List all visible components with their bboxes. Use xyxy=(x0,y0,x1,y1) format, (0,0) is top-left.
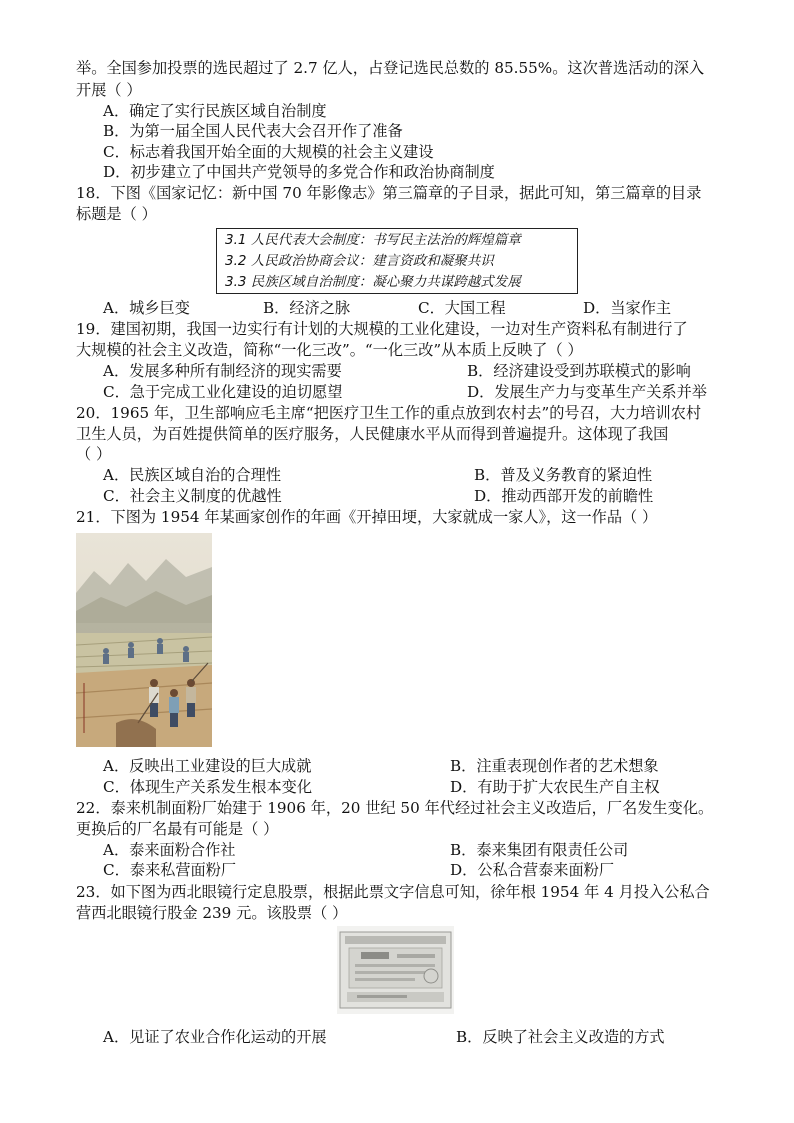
q18-stem-line2: 标题是（ ） xyxy=(76,205,157,223)
q19-stem-line2: 大规模的社会主义改造，简称“一化三改”。“一化三改”从本质上反映了（ ） xyxy=(76,341,583,359)
q20-stem-line1: 20．1965 年，卫生部响应毛主席“把医疗卫生工作的重点放到农村去”的号召，大力培训农村 xyxy=(76,404,702,422)
q20-stem-line2: 卫生人员，为百姓提供简单的医疗服务，人民健康水平从而得到普遍提升。这体现了我国 xyxy=(76,425,669,443)
q17-option-b[interactable]: B．为第一届全国人民代表大会召开作了准备 xyxy=(103,122,403,140)
q20-option-c[interactable]: C．社会主义制度的优越性 xyxy=(103,487,282,505)
q18-catalog-item-2: 3.2 人民政治协商会议：建言资政和凝聚共识 xyxy=(225,253,494,269)
q20-option-d[interactable]: D．推动西部开发的前瞻性 xyxy=(474,487,654,505)
new-year-painting-image xyxy=(76,533,212,747)
q22-stem-line2: 更换后的厂名最有可能是（ ） xyxy=(76,820,279,838)
q18-catalog-item-1: 3.1 人民代表大会制度：书写民主法治的辉煌篇章 xyxy=(225,232,521,248)
q21-option-b[interactable]: B．注重表现创作者的艺术想象 xyxy=(450,757,659,775)
q23-option-b[interactable]: B．反映了社会主义改造的方式 xyxy=(456,1028,665,1046)
q18-option-a[interactable]: A．城乡巨变 xyxy=(103,299,190,317)
q19-stem-line1: 19．建国初期，我国一边实行有计划的大规模的工业化建设，一边对生产资料私有制进行了 xyxy=(76,320,688,338)
q18-option-b[interactable]: B．经济之脉 xyxy=(263,299,351,317)
q19-option-b[interactable]: B．经济建设受到苏联模式的影响 xyxy=(467,362,691,380)
q23-option-a[interactable]: A．见证了农业合作化运动的开展 xyxy=(103,1028,327,1046)
q21-stem-line1: 21．下图为 1954 年某画家创作的年画《开掉田埂，大家就成一家人》，这一作品（ ） xyxy=(76,508,658,526)
q17-option-d[interactable]: D．初步建立了中国共产党领导的多党合作和政治协商制度 xyxy=(103,163,495,181)
q20-option-a[interactable]: A．民族区域自治的合理性 xyxy=(103,466,282,484)
q20-option-b[interactable]: B．普及义务教育的紧迫性 xyxy=(474,466,653,484)
q18-catalog-item-3: 3.3 民族区域自治制度：凝心聚力共谋跨越式发展 xyxy=(225,274,521,290)
q20-stem-line3: （ ） xyxy=(76,445,112,463)
q22-stem-line1: 22．泰来机制面粉厂始建于 1906 年，20 世纪 50 年代经过社会主义改造后，厂名发生变化。 xyxy=(76,799,714,817)
q23-stem-line2: 营西北眼镜行股金 239 元。该股票（ ） xyxy=(76,904,348,922)
q21-option-c[interactable]: C．体现生产关系发生根本变化 xyxy=(103,778,313,796)
q17-stem-line1: 举。全国参加投票的选民超过了 2.7 亿人，占登记选民总数的 85.55%。这次普选活动的深入 xyxy=(76,59,705,77)
q18-catalog-box xyxy=(216,228,578,294)
q17-option-a[interactable]: A．确定了实行民族区域自治制度 xyxy=(103,102,327,120)
q22-option-a[interactable]: A．泰来面粉合作社 xyxy=(103,841,236,859)
stock-certificate-image xyxy=(337,926,454,1014)
q18-option-d[interactable]: D．当家作主 xyxy=(583,299,672,317)
q19-option-a[interactable]: A．发展多种所有制经济的现实需要 xyxy=(103,362,342,380)
q19-option-d[interactable]: D．发展生产力与变革生产关系并举 xyxy=(467,383,707,401)
q21-option-d[interactable]: D．有助于扩大农民生产自主权 xyxy=(450,778,660,796)
q22-option-b[interactable]: B．泰来集团有限责任公司 xyxy=(450,841,629,859)
q18-option-c[interactable]: C．大国工程 xyxy=(418,299,506,317)
q22-option-d[interactable]: D．公私合营泰来面粉厂 xyxy=(450,861,615,879)
q21-option-a[interactable]: A．反映出工业建设的巨大成就 xyxy=(103,757,312,775)
q17-stem-line2: 开展（ ） xyxy=(76,81,142,99)
q23-stem-line1: 23．如下图为西北眼镜行定息股票，根据此票文字信息可知，徐年根 1954 年 4 月投入公私合 xyxy=(76,883,710,901)
q22-option-c[interactable]: C．泰来私营面粉厂 xyxy=(103,861,237,879)
q18-stem-line1: 18．下图《国家记忆：新中国 70 年影像志》第三篇章的子目录，据此可知，第三篇章的目录 xyxy=(76,184,702,202)
q19-option-c[interactable]: C．急于完成工业化建设的迫切愿望 xyxy=(103,383,343,401)
q17-option-c[interactable]: C．标志着我国开始全面的大规模的社会主义建设 xyxy=(103,143,434,161)
